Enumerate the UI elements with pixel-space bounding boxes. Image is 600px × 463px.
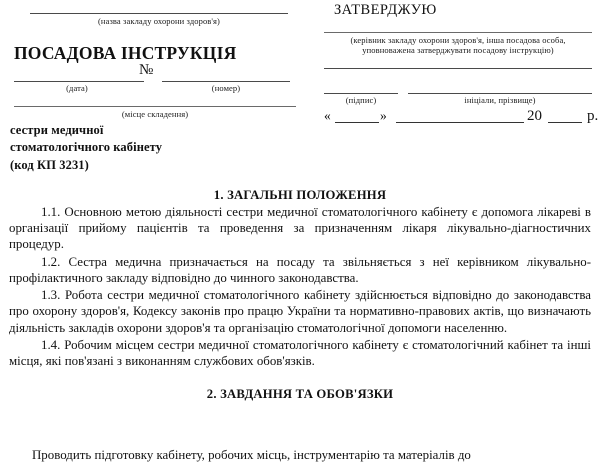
clipped-bottom-line [0,447,600,462]
signature-caption: (підпис) [345,94,377,105]
initials-fill-line [408,93,592,94]
job-title-code: (код КП 3231) [10,157,89,172]
place-caption: (місце складення) [121,108,189,119]
job-title-line-2: стоматологічного кабінету [10,140,163,155]
signature-fill-line [324,93,398,94]
paragraph-1-2: 1.2. Сестра медична призначається на посаду та звільняється з неї керівником лікувально-профілактичного закладу відповідно до чинного законодавства. [9,254,591,285]
approval-heading: ЗАТВЕРДЖУЮ [334,2,437,18]
section-heading-1: 1. ЗАГАЛЬНІ ПОЛОЖЕННЯ [213,187,387,202]
signature-captions [324,95,592,107]
approver-caption-line-1: (керівник закладу охорони здоров'я, інша посадова особа, [350,35,566,45]
paragraph-1-4: 1.4. Робочим місцем сестри медичної стоматологічного кабінету є стоматологічний кабінет та інші місця, які пов'язані з виконанням службових обов'язків. [9,337,591,369]
document-header [8,0,599,174]
approver-fill-line [324,32,592,33]
approver-position-fill-line [324,68,592,69]
establishment-caption: (назва закладу охорони здоров'я) [98,16,220,26]
number-fill-line [162,81,290,82]
place-fill-line [14,106,296,107]
date-number-line [8,61,308,82]
year-suffix: р. [587,107,599,124]
year-prefix: 20 [527,107,542,124]
document-title: ПОСАДОВА ІНСТРУКЦІЯ [14,43,237,64]
initials-caption: ініціали, прізвище) [464,94,536,105]
paragraph-1-1: 1.1. Основною метою діяльності сестри медичної стоматологічного кабінету є допомога лікареві в організації прийому пацієнтів та проведення за призначенням лікаря лікувально-діагностичних процедур. [9,204,591,252]
day-fill-line [335,122,379,123]
approver-caption [324,35,592,56]
header-right-column [308,0,599,126]
job-title-line-1: сестри медичної [10,123,104,138]
header-left-column [8,0,308,174]
date-fill-line [14,81,144,82]
year-fill-line [548,122,582,123]
paragraph-2-1: Проводить підготовку кабінету, робочих місць, інструментарію та матеріалів до [32,448,471,462]
signature-line-group [324,79,592,94]
date-caption: (дата) [66,82,88,93]
quote-open: « [324,107,331,123]
job-title-block [10,122,308,174]
establishment-fill-line [30,13,288,14]
approver-caption-line-2: уповноважена затверджувати посадову інструкцію) [362,45,554,56]
document-body [8,188,592,403]
quote-close: » [380,107,387,123]
month-fill-line [396,122,524,123]
approval-date-line [324,107,599,126]
number-caption: (номер) [211,82,241,93]
number-symbol: № [139,61,154,78]
paragraph-1-3: 1.3. Робота сестри медичної стоматологічного кабінету здійснюється відповідно до законодавства про охорону здоров'я, Кодексу законів про працю України та нормативно-правових актів, що визначають діяльність закладів охорони здоров'я та організацію стоматологічної допомоги населенню. [9,288,591,335]
section-heading-2: 2. ЗАВДАННЯ ТА ОБОВ'ЯЗКИ [206,387,394,402]
date-number-captions [8,83,308,95]
